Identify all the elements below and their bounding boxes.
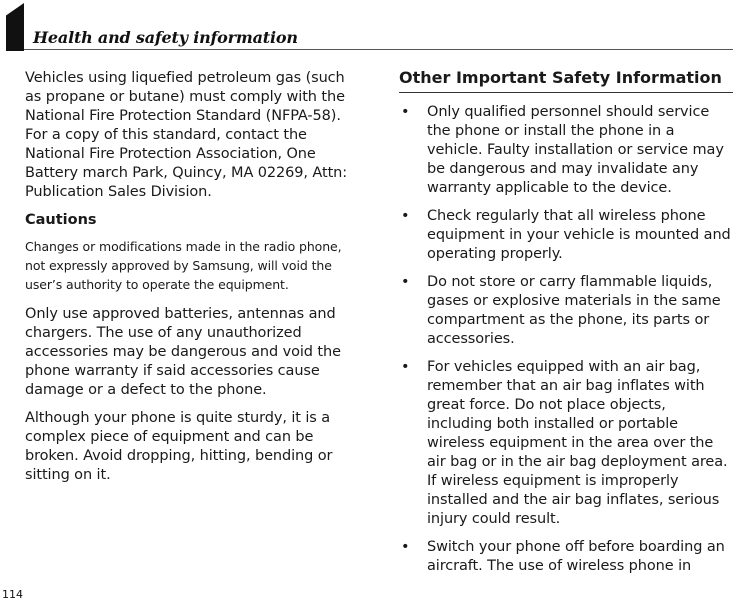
- list-item: [399, 103, 733, 198]
- list-item: [399, 358, 733, 529]
- page-header-title: Health and safety information: [33, 28, 298, 47]
- list-item: [399, 273, 733, 349]
- list-item: [399, 538, 733, 576]
- phone-sturdy-paragraph: Although your phone is quite sturdy, it is a complex piece of equipment and can be broken. Avoid dropping, hitting, bending or sitting on it.: [25, 410, 333, 483]
- section-divider: [399, 92, 733, 93]
- cautions-note: Changes or modifications made in the radio phone, not expressly approved by Samsung, will void the user’s authority to operate the equipment.: [25, 239, 342, 292]
- approved-batteries-paragraph: Only use approved batteries, antennas and chargers. The use of any unauthorized accessories may be dangerous and void the phone warranty if said accessories cause damage or a defect to the phone.: [25, 306, 341, 398]
- bullet-icon: •: [401, 208, 410, 224]
- safety-bullet-list: [399, 103, 733, 576]
- list-item-text: Switch your phone off before boarding an aircraft. The use of wireless phone in: [427, 539, 725, 574]
- right-column: [399, 69, 733, 585]
- list-item-text: Check regularly that all wireless phone equipment in your vehicle is mounted and operating properly.: [427, 208, 731, 262]
- left-column: [25, 69, 360, 494]
- header-accent-bar: [6, 3, 24, 51]
- header-divider: [24, 49, 733, 50]
- bullet-icon: •: [401, 539, 410, 555]
- lpg-vehicles-paragraph: Vehicles using liquefied petroleum gas (such as propane or butane) must comply with the National Fire Protection Standard (NFPA-58). For a copy of this standard, contact the National Fire Protection Association, One Battery march Park, Quincy, MA 02269, Attn: Publication Sales Division.: [25, 70, 348, 200]
- page-number: 114: [2, 588, 23, 601]
- cautions-heading: Cautions: [25, 212, 97, 228]
- bullet-icon: •: [401, 104, 410, 120]
- bullet-icon: •: [401, 359, 410, 375]
- list-item-text: Only qualified personnel should service the phone or install the phone in a vehicle. Faulty installation or service may be dangerous and may invalidate any warranty applicable to the device.: [427, 104, 724, 196]
- list-item-text: For vehicles equipped with an air bag, remember that an air bag inflates with great force. Do not place objects, including both installed or portable wireless equipment in the area over the air bag or in the air bag deployment area. If wireless equipment is improperly installed and the air bag inflates, serious injury could result.: [427, 359, 728, 527]
- list-item-text: Do not store or carry flammable liquids, gases or explosive materials in the same compartment as the phone, its parts or accessories.: [427, 274, 721, 347]
- list-item: [399, 207, 733, 264]
- section-heading: Other Important Safety Information: [399, 68, 722, 87]
- bullet-icon: •: [401, 274, 410, 290]
